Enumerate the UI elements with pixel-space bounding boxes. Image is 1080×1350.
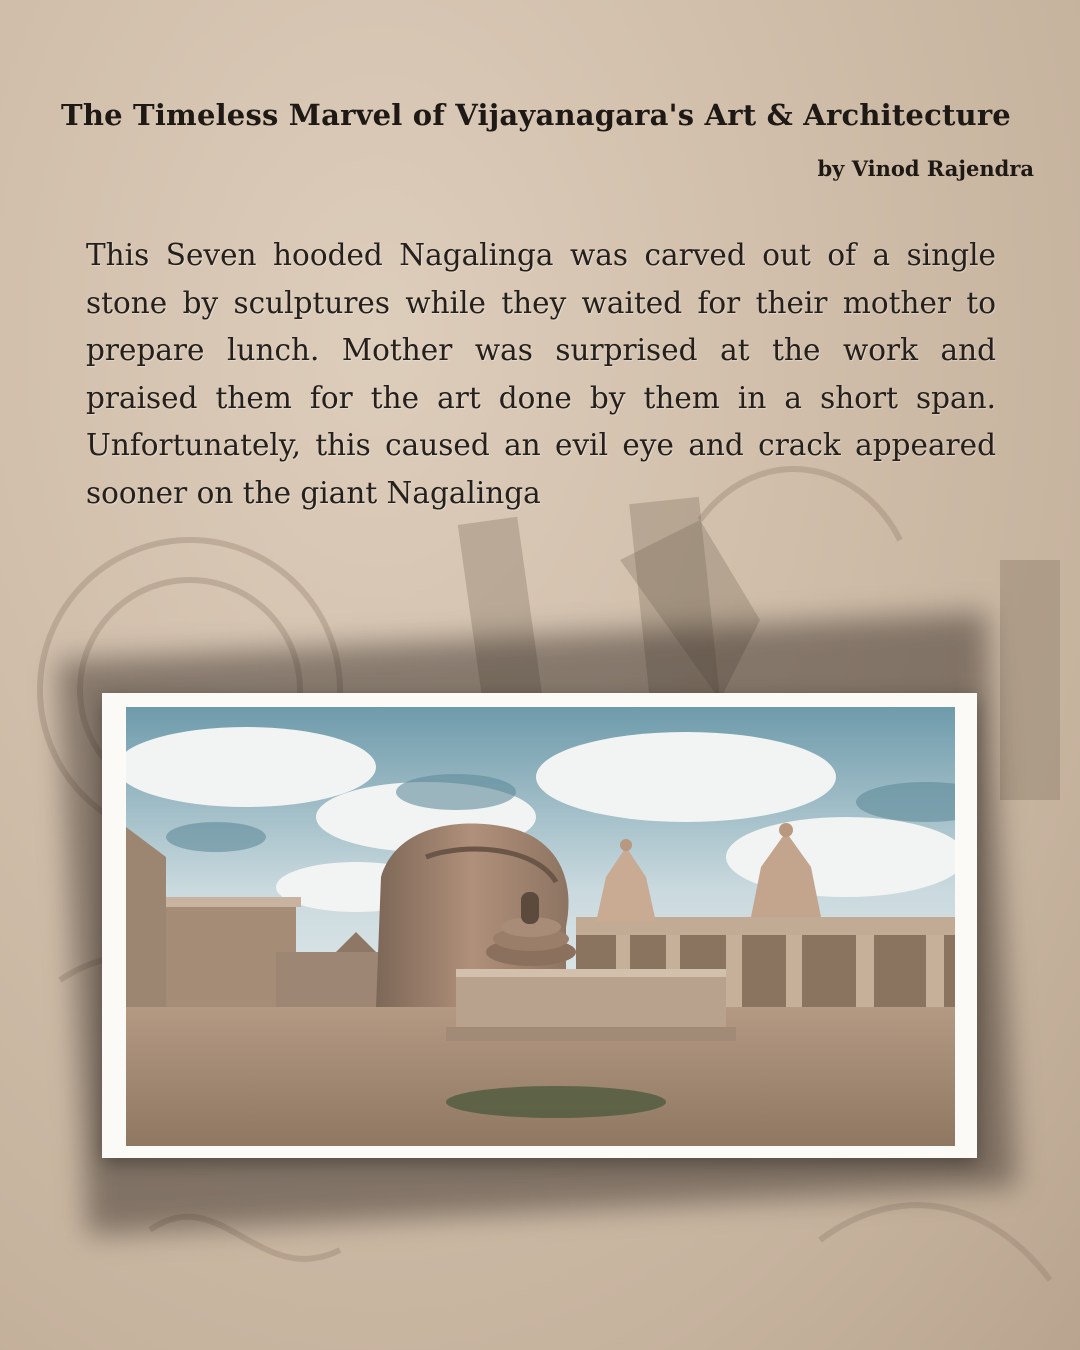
nagalinga-photo: [126, 707, 955, 1146]
photo-frame: [102, 693, 977, 1158]
author-byline: by Vinod Rajendra: [817, 156, 1034, 181]
page-title: The Timeless Marvel of Vijayanagara's Art & Architecture: [61, 98, 1011, 132]
article-body: This Seven hooded Nagalinga was carved out of a single stone by sculptures while they waited for their mother to prepare lunch. Mother was surprised at the work and praised them for the art done by them in a short span. Unfortunately, this caused an evil eye and crack appeared sooner on the giant Nagalinga: [86, 238, 996, 510]
